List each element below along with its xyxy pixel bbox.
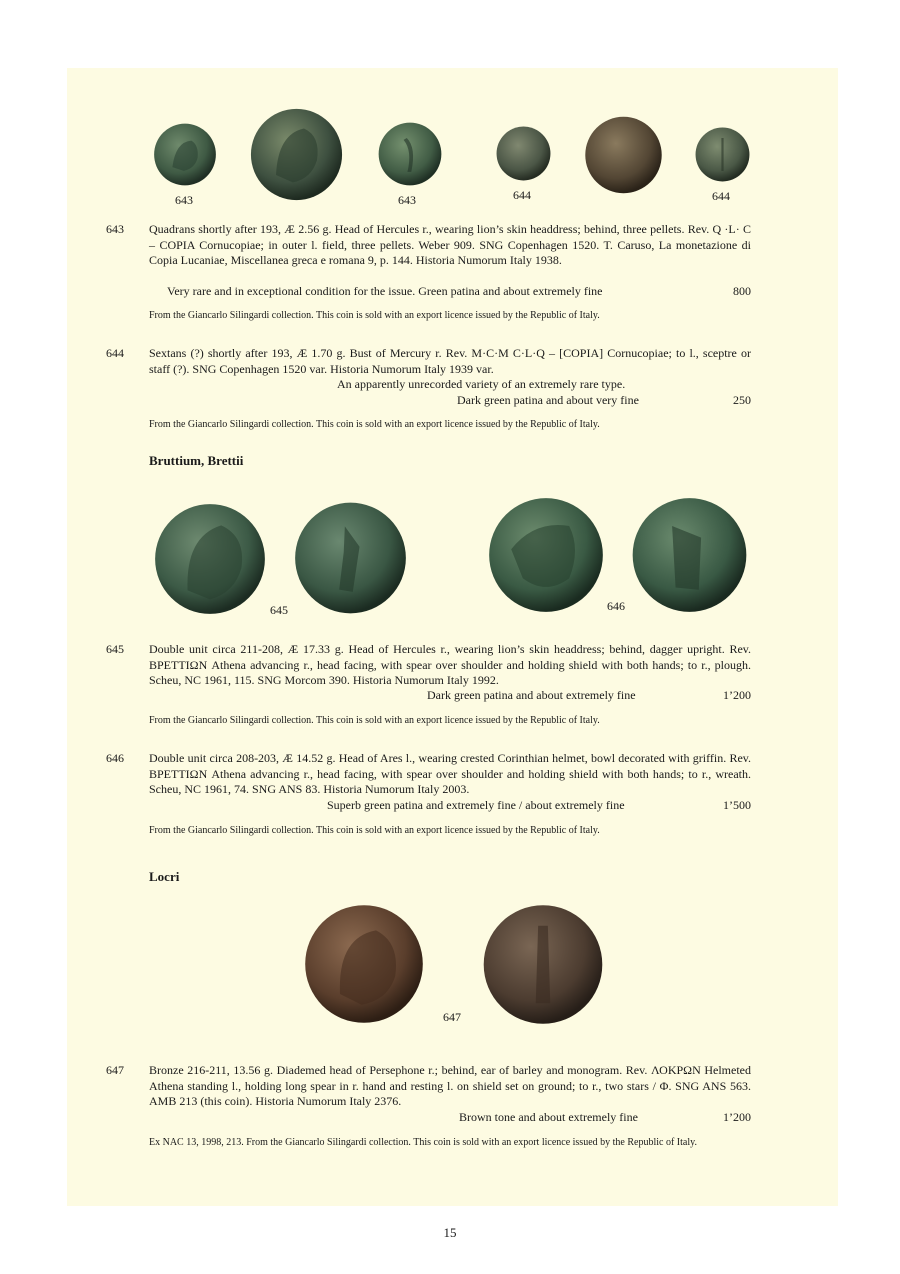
lot-number: 645: [106, 642, 124, 656]
coin-645-reverse-image: [294, 500, 407, 616]
section-heading: Locri: [149, 869, 180, 884]
lot-price: 1’200: [723, 688, 751, 702]
lot-number: 647: [106, 1063, 124, 1077]
coin-644-reverse-image: [695, 127, 750, 182]
lot-provenance: Ex NAC 13, 1998, 213. From the Giancarlo Silingardi collection. This coin is sold with an export licence issued by the Republic of Italy.: [149, 1137, 697, 1148]
coin-647-obverse-image: [304, 903, 424, 1025]
coin-label-646: 646: [607, 599, 625, 613]
lot-condition: Very rare and in exceptional condition for the issue. Green patina and about extremely fine: [167, 284, 603, 298]
lot-description: Sextans (?) shortly after 193, Æ 1.70 g. Bust of Mercury r. Rev. M·C·M C·L·Q – [COPIA] Cornucopiae; to l., sceptre or staff (?). SNG Copenhagen 1520 var. Historia Numorum Italy 1939 var.: [149, 346, 751, 376]
lot-provenance: From the Giancarlo Silingardi collection. This coin is sold with an export licence issued by the Republic of Italy.: [149, 310, 600, 321]
page-number: 15: [443, 1225, 457, 1240]
lot-price: 800: [733, 284, 751, 298]
coin-646-obverse-image: [487, 497, 605, 613]
coin-645-obverse-image: [151, 503, 269, 615]
lot-price: 1’200: [723, 1110, 751, 1124]
lot-price: 1’500: [723, 798, 751, 812]
coin-647-reverse-image: [481, 904, 605, 1025]
coin-label-645: 645: [270, 603, 288, 617]
coin-643-obverse-image: [151, 123, 219, 186]
lot-provenance: From the Giancarlo Silingardi collection. This coin is sold with an export licence issued by the Republic of Italy.: [149, 825, 600, 836]
lot-condition: Brown tone and about extremely fine: [459, 1110, 638, 1124]
lot-description: Double unit circa 211-208, Æ 17.33 g. Head of Hercules r., wearing lion’s skin headdress; behind, dagger upright. Rev. ΒΡΕΤΤΙΩΝ Athena advancing r., head facing, with spear over shoulder and holding shield with both hands; to r., plough. Scheu, NC 1961, 115. SNG Morcom 390. Historia Numorum Italy 1992.: [149, 642, 751, 687]
lot-condition-note: An apparently unrecorded variety of an extremely rare type.: [337, 377, 626, 391]
coin-646-reverse-image: [629, 497, 750, 613]
lot-condition: Dark green patina and about extremely fine: [427, 688, 636, 702]
coin-label-644-b: 644: [712, 189, 730, 203]
coin-label-647: 647: [443, 1010, 461, 1024]
lot-provenance: From the Giancarlo Silingardi collection. This coin is sold with an export licence issued by the Republic of Italy.: [149, 419, 600, 430]
coin-644-large-image: [582, 116, 665, 194]
lot-price: 250: [733, 393, 751, 407]
lot-description: Double unit circa 208-203, Æ 14.52 g. Head of Ares l., wearing crested Corinthian helmet, bowl decorated with griffin. Rev. ΒΡΕΤΤΙΩΝ Athena advancing r., head facing, with spear over shoulder and holding shield with both hands; to r., wreath. Scheu, NC 1961, 74. SNG ANS 83. Historia Numorum Italy 2003.: [149, 751, 751, 796]
lot-condition: Superb green patina and extremely fine / about extremely fine: [327, 798, 625, 812]
coin-643-large-image: [245, 108, 348, 201]
coin-label-644-a: 644: [513, 188, 531, 202]
lot-number: 643: [106, 222, 124, 236]
coin-label-643-b: 643: [398, 193, 416, 207]
lot-condition: Dark green patina and about very fine: [457, 393, 639, 407]
coin-644-obverse-image: [496, 126, 551, 181]
section-heading: Bruttium, Brettii: [149, 453, 244, 468]
lot-number: 644: [106, 346, 124, 360]
coin-643-reverse-image: [376, 122, 444, 186]
lot-provenance: From the Giancarlo Silingardi collection. This coin is sold with an export licence issued by the Republic of Italy.: [149, 715, 600, 726]
lot-description: Quadrans shortly after 193, Æ 2.56 g. Head of Hercules r., wearing lion’s skin headdress; behind, three pellets. Rev. Q ·L· C – COPIA Cornucopiae; in outer l. field, three pellets. Weber 909. SNG Copenhagen 1520. T. Caruso, La monetazione di Copia Lucaniae, Miscellanea greca e romana 9, p. 144. Historia Numorum Italy 1938.: [149, 222, 751, 267]
coin-label-643-a: 643: [175, 193, 193, 207]
lot-number: 646: [106, 751, 124, 765]
lot-description: Bronze 216-211, 13.56 g. Diademed head of Persephone r.; behind, ear of barley and monogram. Rev. ΛΟΚΡΩΝ Helmeted Athena standing l., holding long spear in r. hand and resting l. on shield set on ground; to r., two stars / Φ. SNG ANS 563. AMB 213 (this coin). Historia Numorum Italy 2376.: [149, 1063, 751, 1108]
